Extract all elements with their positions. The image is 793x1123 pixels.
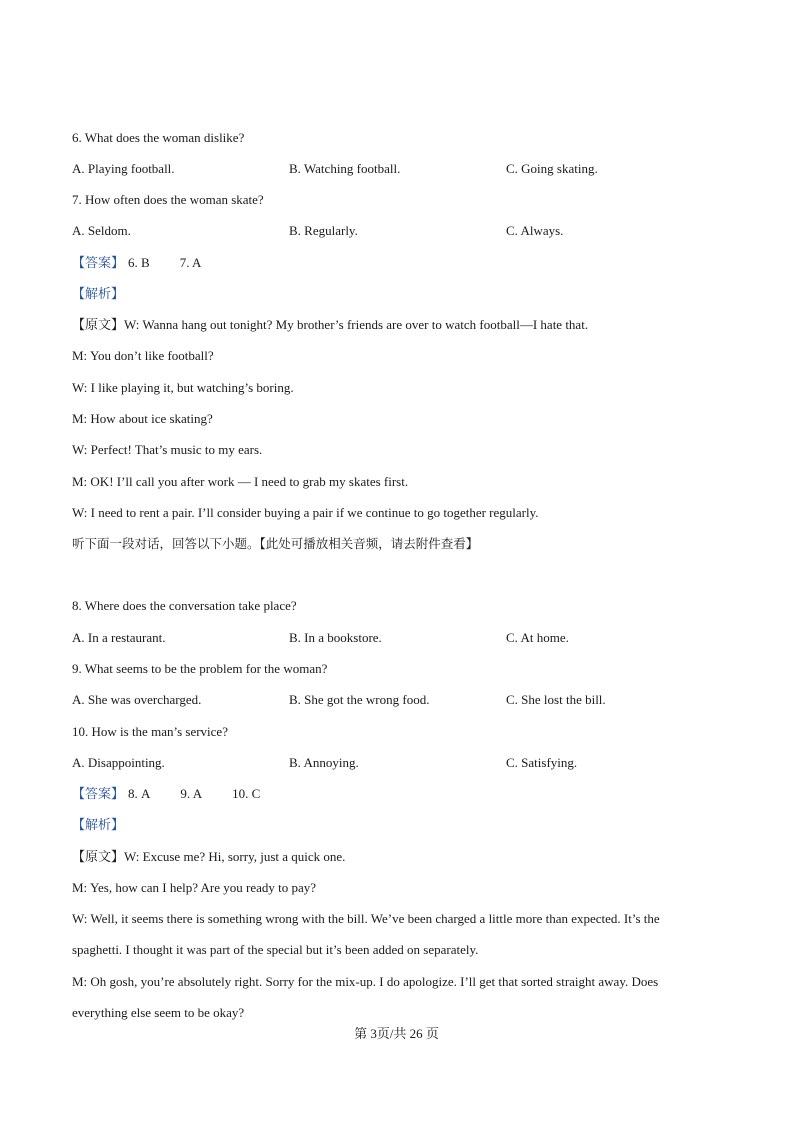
transcript-line bbox=[72, 849, 345, 865]
question-7-option-c: C. Always. bbox=[506, 223, 564, 238]
question-6-stem: 6. What does the woman dislike? bbox=[72, 130, 245, 145]
answer-value: 8. A bbox=[128, 786, 151, 801]
transcript-line: M: Yes, how can I help? Are you ready to pay? bbox=[72, 880, 317, 895]
question-7-option-b: B. Regularly. bbox=[289, 223, 358, 238]
transcript-line: W: I like playing it, but watching’s boring. bbox=[72, 380, 294, 395]
question-8-stem: 8. Where does the conversation take place? bbox=[72, 598, 297, 613]
answer-value: 7. A bbox=[179, 255, 202, 270]
answer-value: 9. A bbox=[180, 786, 203, 801]
listening-instruction: 听下面一段对话，回答以下小题。【此处可播放相关音频，请去附件查看】 bbox=[72, 536, 479, 551]
analysis-tag: 【解析】 bbox=[72, 817, 125, 832]
answer-tag: 【答案】 bbox=[72, 786, 125, 801]
question-9-option-c: C. She lost the bill. bbox=[506, 692, 606, 707]
question-8-option-a: A. In a restaurant. bbox=[72, 630, 166, 645]
question-8-option-c: C. At home. bbox=[506, 630, 569, 645]
question-10-option-c: C. Satisfying. bbox=[506, 755, 578, 770]
transcript-line: W: I need to rent a pair. I’ll consider buying a pair if we continue to go together regularly. bbox=[72, 505, 539, 520]
transcript-line: M: OK! I’ll call you after work — I need to grab my skates first. bbox=[72, 474, 409, 489]
question-7-option-a: A. Seldom. bbox=[72, 223, 131, 238]
transcript-tag: 【原文】 bbox=[72, 317, 125, 332]
page-number-footer: 第 3页/共 26 页 bbox=[354, 1026, 439, 1041]
answer-value: 10. C bbox=[232, 786, 261, 801]
transcript-tag: 【原文】 bbox=[72, 849, 125, 864]
transcript-line: W: Perfect! That’s music to my ears. bbox=[72, 442, 263, 457]
question-10-option-b: B. Annoying. bbox=[289, 755, 359, 770]
analysis-tag: 【解析】 bbox=[72, 286, 125, 301]
transcript-text: W: Wanna hang out tonight? My brother’s friends are over to watch football—I hate that. bbox=[124, 317, 589, 332]
transcript-line bbox=[72, 317, 588, 333]
transcript-line: everything else seem to be okay? bbox=[72, 1005, 245, 1020]
question-9-stem: 9. What seems to be the problem for the woman? bbox=[72, 661, 328, 676]
transcript-text: W: Excuse me? Hi, sorry, just a quick one. bbox=[124, 849, 346, 864]
question-6-option-a: A. Playing football. bbox=[72, 161, 175, 176]
transcript-line: W: Well, it seems there is something wrong with the bill. We’ve been charged a little more than expected. It’s the bbox=[72, 911, 660, 926]
question-6-option-b: B. Watching football. bbox=[289, 161, 401, 176]
transcript-line: M: Oh gosh, you’re absolutely right. Sorry for the mix-up. I do apologize. I’ll get that sorted straight away. Does bbox=[72, 974, 659, 989]
question-10-option-a: A. Disappointing. bbox=[72, 755, 165, 770]
question-6-option-c: C. Going skating. bbox=[506, 161, 598, 176]
answer-value: 6. B bbox=[128, 255, 150, 270]
question-7-stem: 7. How often does the woman skate? bbox=[72, 192, 264, 207]
transcript-line: spaghetti. I thought it was part of the special but it’s been added on separately. bbox=[72, 942, 479, 957]
transcript-line: M: How about ice skating? bbox=[72, 411, 213, 426]
transcript-line: M: You don’t like football? bbox=[72, 348, 214, 363]
answer-tag: 【答案】 bbox=[72, 255, 125, 270]
answer-line-2 bbox=[72, 786, 260, 802]
question-9-option-b: B. She got the wrong food. bbox=[289, 692, 430, 707]
question-10-stem: 10. How is the man’s service? bbox=[72, 724, 228, 739]
question-8-option-b: B. In a bookstore. bbox=[289, 630, 382, 645]
question-9-option-a: A. She was overcharged. bbox=[72, 692, 202, 707]
answer-line-1 bbox=[72, 255, 201, 271]
